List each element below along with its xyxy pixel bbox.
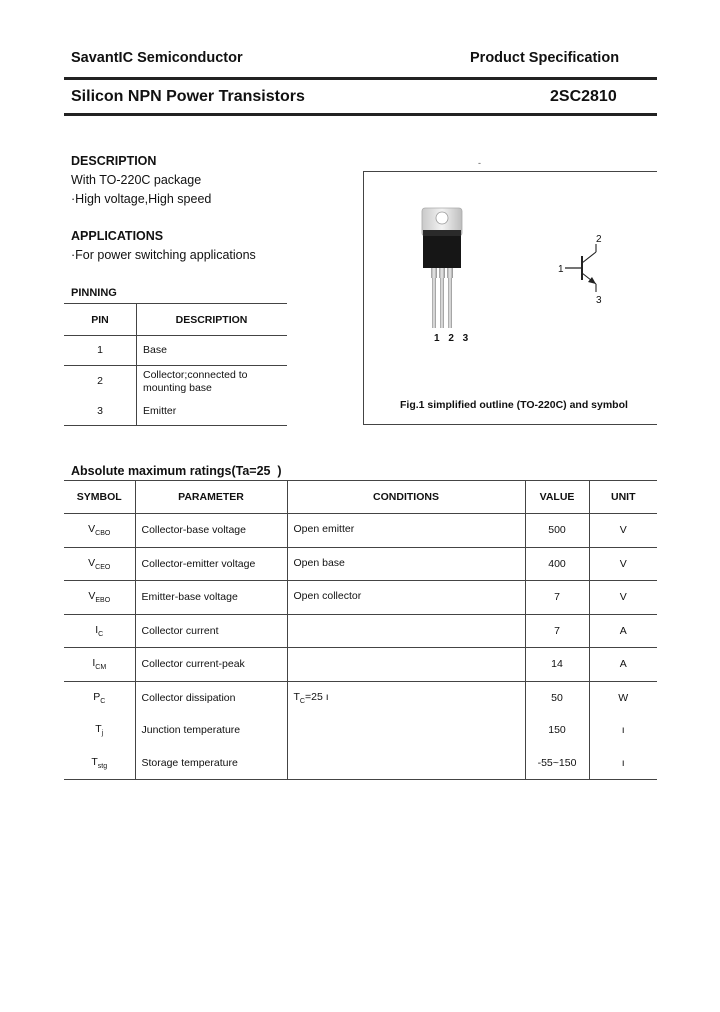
symbol-letter: V: [88, 523, 96, 536]
symbol-letter: I: [95, 623, 99, 636]
pin-header: PIN: [64, 304, 137, 336]
unit-cell: ı: [589, 747, 657, 780]
to220-package-image: [410, 206, 474, 331]
symbol-subscript: stg: [97, 762, 108, 770]
condition-text: T: [293, 690, 300, 703]
parameter-header: PARAMETER: [135, 481, 287, 514]
conditions-cell: [287, 747, 525, 780]
symbol-subscript: C: [98, 630, 104, 638]
ratings-row: [64, 714, 657, 747]
pinning-row: [64, 336, 287, 366]
unit-cell: V: [589, 547, 657, 581]
symbol-subscript: j: [101, 730, 104, 738]
conditions-cell: [287, 648, 525, 682]
conditions-cell: [287, 514, 525, 548]
ratings-table: [64, 480, 657, 780]
value-cell: -55~150: [525, 747, 589, 780]
pin-description: Base: [137, 336, 288, 366]
ratings-row: [64, 514, 657, 548]
parameter-cell: Emitter-base voltage: [135, 581, 287, 615]
symbol-cell: [64, 581, 135, 615]
description-title: DESCRIPTION: [71, 154, 157, 168]
pin-number: 2: [64, 366, 137, 398]
parameter-cell: Collector-base voltage: [135, 514, 287, 548]
pinning-title: PINNING: [71, 287, 117, 299]
header-rule-bottom: [64, 113, 657, 116]
value-cell: 50: [525, 681, 589, 714]
value-cell: 14: [525, 648, 589, 682]
symbol-cell: [64, 614, 135, 648]
pin-description: Emitter: [137, 398, 288, 426]
symbol-cell: [64, 681, 135, 714]
condition-tail: =25 ı: [304, 690, 329, 703]
description-line: With TO-220C package: [71, 173, 202, 187]
conditions-cell: [287, 714, 525, 747]
conditions-cell: [287, 614, 525, 648]
unit-cell: ı: [589, 714, 657, 747]
symbol-subscript: EBO: [95, 597, 111, 605]
pinning-table: [64, 303, 287, 426]
symbol-label-base: 1: [558, 264, 564, 275]
symbol-subscript: CBO: [95, 530, 111, 538]
pinning-row: [64, 398, 287, 426]
symbol-cell: [64, 547, 135, 581]
doc-type: Product Specification: [470, 50, 620, 66]
unit-cell: A: [589, 648, 657, 682]
pin-description-header: DESCRIPTION: [137, 304, 288, 336]
symbol-subscript: CEO: [95, 563, 111, 571]
value-cell: 400: [525, 547, 589, 581]
ratings-row: [64, 614, 657, 648]
unit-cell: W: [589, 681, 657, 714]
parameter-cell: Collector current: [135, 614, 287, 648]
value-cell: 500: [525, 514, 589, 548]
symbol-letter: T: [95, 723, 102, 736]
symbol-cell: [64, 747, 135, 780]
unit-cell: A: [589, 614, 657, 648]
value-cell: 150: [525, 714, 589, 747]
pinning-row: [64, 366, 287, 398]
symbol-header: SYMBOL: [64, 481, 135, 514]
ratings-row: [64, 547, 657, 581]
ratings-row: [64, 581, 657, 615]
symbol-cell: [64, 648, 135, 682]
value-cell: 7: [525, 614, 589, 648]
ratings-row: [64, 681, 657, 714]
parameter-cell: Collector dissipation: [135, 681, 287, 714]
figure-caption: Fig.1 simplified outline (TO-220C) and symbol: [400, 399, 628, 411]
symbol-letter: V: [88, 590, 96, 603]
symbol-letter: I: [92, 657, 96, 670]
unit-cell: V: [589, 514, 657, 548]
symbol-cell: [64, 514, 135, 548]
parameter-cell: Collector-emitter voltage: [135, 547, 287, 581]
conditions-cell: [287, 581, 525, 615]
unit-cell: V: [589, 581, 657, 615]
unit-header: UNIT: [589, 481, 657, 514]
condition-text: Open base: [293, 556, 345, 569]
symbol-subscript: C: [100, 697, 106, 705]
symbol-letter: P: [93, 690, 101, 703]
ratings-row: [64, 747, 657, 780]
symbol-letter: V: [88, 556, 96, 569]
ratings-title: Absolute maximum ratings(Ta=25 ): [71, 464, 282, 478]
product-family: Silicon NPN Power Transistors: [71, 88, 305, 105]
symbol-subscript: CM: [95, 664, 107, 672]
value-cell: 7: [525, 581, 589, 615]
pin-number: 3: [64, 398, 137, 426]
applications-title: APPLICATIONS: [71, 229, 164, 243]
symbol-letter: T: [91, 755, 98, 768]
value-header: VALUE: [525, 481, 589, 514]
condition-text: Open collector: [293, 590, 362, 603]
ratings-row: [64, 648, 657, 682]
pin-number: 1: [64, 336, 137, 366]
symbol-cell: [64, 714, 135, 747]
symbol-label-collector: 2: [596, 234, 602, 245]
header-rule-top: [64, 77, 657, 80]
conditions-cell: [287, 681, 525, 714]
stray-mark: -: [478, 158, 481, 168]
package-pin-numbers: 1 2 3: [434, 333, 472, 344]
part-number: 2SC2810: [550, 88, 617, 105]
parameter-cell: Collector current-peak: [135, 648, 287, 682]
condition-text: Open emitter: [293, 523, 355, 536]
ratings-header-row: [64, 481, 657, 514]
pinning-header-row: [64, 304, 287, 336]
parameter-cell: Junction temperature: [135, 714, 287, 747]
description-line: ·High voltage,High speed: [71, 192, 212, 206]
pin-description: Collector;connected to mounting base: [143, 368, 248, 394]
condition-subscript: C: [299, 697, 305, 705]
applications-line: ·For power switching applications: [71, 248, 256, 262]
conditions-header: CONDITIONS: [287, 481, 525, 514]
conditions-cell: [287, 547, 525, 581]
symbol-label-emitter: 3: [596, 295, 602, 306]
company-name: SavantIC Semiconductor: [71, 50, 243, 66]
parameter-cell: Storage temperature: [135, 747, 287, 780]
